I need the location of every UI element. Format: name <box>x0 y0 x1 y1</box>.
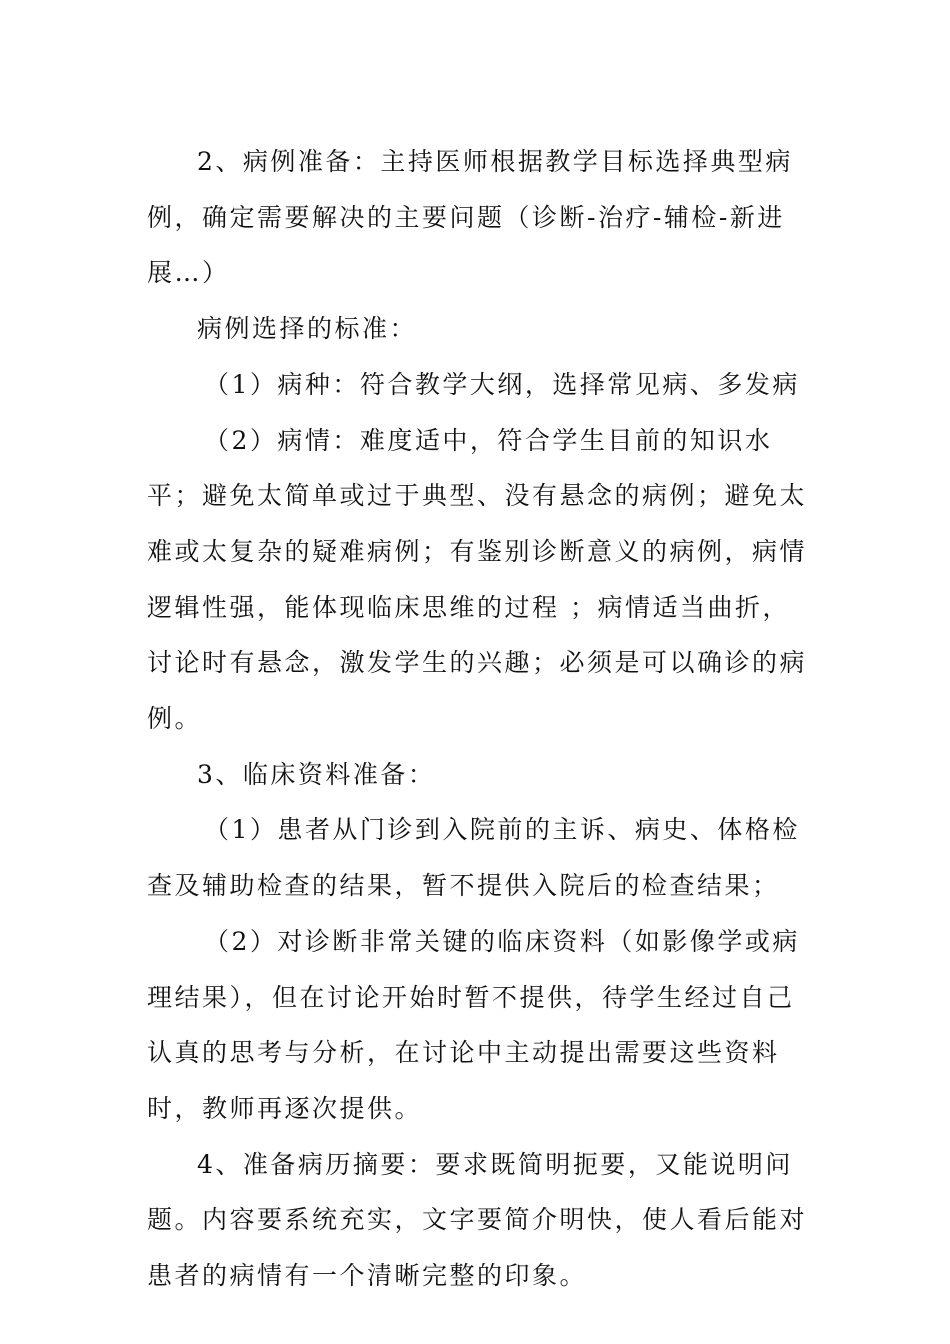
paragraph-key-data: （2）对诊断非常关键的临床资料（如影像学或病理结果），但在讨论开始时暂不提供，待学生经过自己认真的思考与分析，在讨论中主动提出需要这些资料时，教师再逐次提供。 <box>147 926 800 1123</box>
document-body <box>147 134 807 1304</box>
paragraph-clinical-data: 3、临床资料准备： <box>197 759 436 789</box>
paragraph-disease-type: （1）病种：符合教学大纲，选择常见病、多发病 <box>204 369 800 399</box>
paragraph-condition: （2）病情：难度适中，符合学生目前的知识水平；避免太简单或过于典型、没有悬念的病例；避免太难或太复杂的疑难病例；有鉴别诊断意义的病例，病情逻辑性强，能体现临床思维的过程 ；病情适当曲折，讨论时有悬念，激发学生的兴趣；必须是可以确诊的病例。 <box>147 425 808 734</box>
paragraph-case-summary: 4、准备病历摘要：要求既简明扼要，又能说明问题。内容要系统充实，文字要简介明快，使人看后能对患者的病情有一个清晰完整的印象。 <box>147 1149 808 1291</box>
paragraph-case-preparation: 2、病例准备：主持医师根据教学目标选择典型病例，确定需要解决的主要问题（诊断-治疗-辅检-新进展…） <box>147 147 793 288</box>
paragraph-patient-history: （1）患者从门诊到入院前的主诉、病史、体格检查及辅助检查的结果，暂不提供入院后的检查结果； <box>147 815 800 901</box>
paragraph-selection-criteria: 病例选择的标准： <box>197 314 418 344</box>
